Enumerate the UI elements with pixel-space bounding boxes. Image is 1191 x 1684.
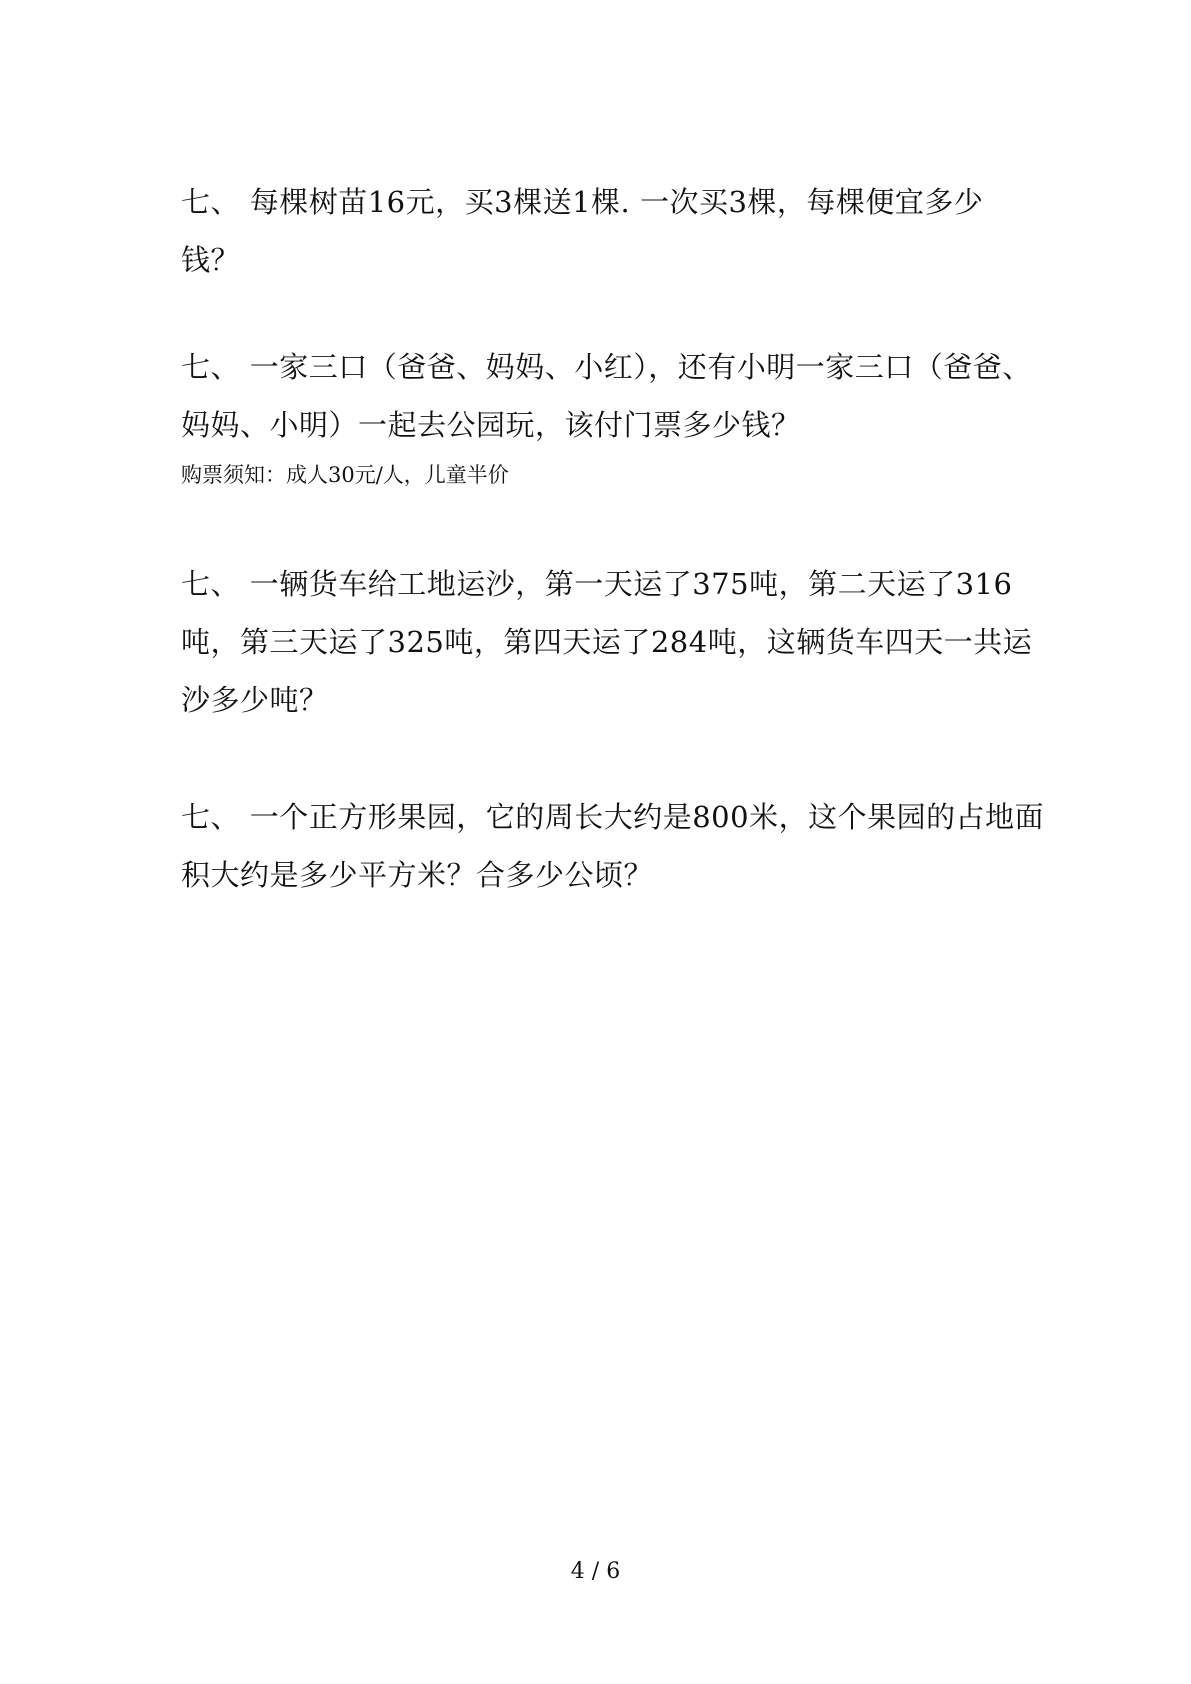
- problem-text-line: 七、 一辆货车给工地运沙，第一天运了375吨，第二天运了316: [181, 567, 1013, 601]
- problem-text-line: 七、 一家三口（爸爸、妈妈、小红），还有小明一家三口（爸爸、: [181, 350, 1032, 384]
- problem-text-line: 钱？: [181, 243, 241, 277]
- problem-text-line: 积大约是多少平方米？合多少公顷？: [181, 858, 654, 892]
- problem-text-line: 妈妈、小明）一起去公园玩，该付门票多少钱？: [181, 408, 801, 442]
- ticket-notice: 购票须知：成人30元/人，儿童半价: [181, 463, 509, 487]
- problem-text-line: 七、 每棵树苗16元，买3棵送1棵. 一次买3棵，每棵便宜多少: [181, 185, 984, 219]
- page-number: 4 / 6: [570, 1559, 621, 1584]
- problem-text-line: 七、 一个正方形果园，它的周长大约是800米，这个果园的占地面: [181, 800, 1045, 834]
- problem-text-line: 吨，第三天运了325吨，第四天运了284吨，这辆货车四天一共运: [181, 625, 1033, 659]
- problem-text-line: 沙多少吨？: [181, 683, 329, 717]
